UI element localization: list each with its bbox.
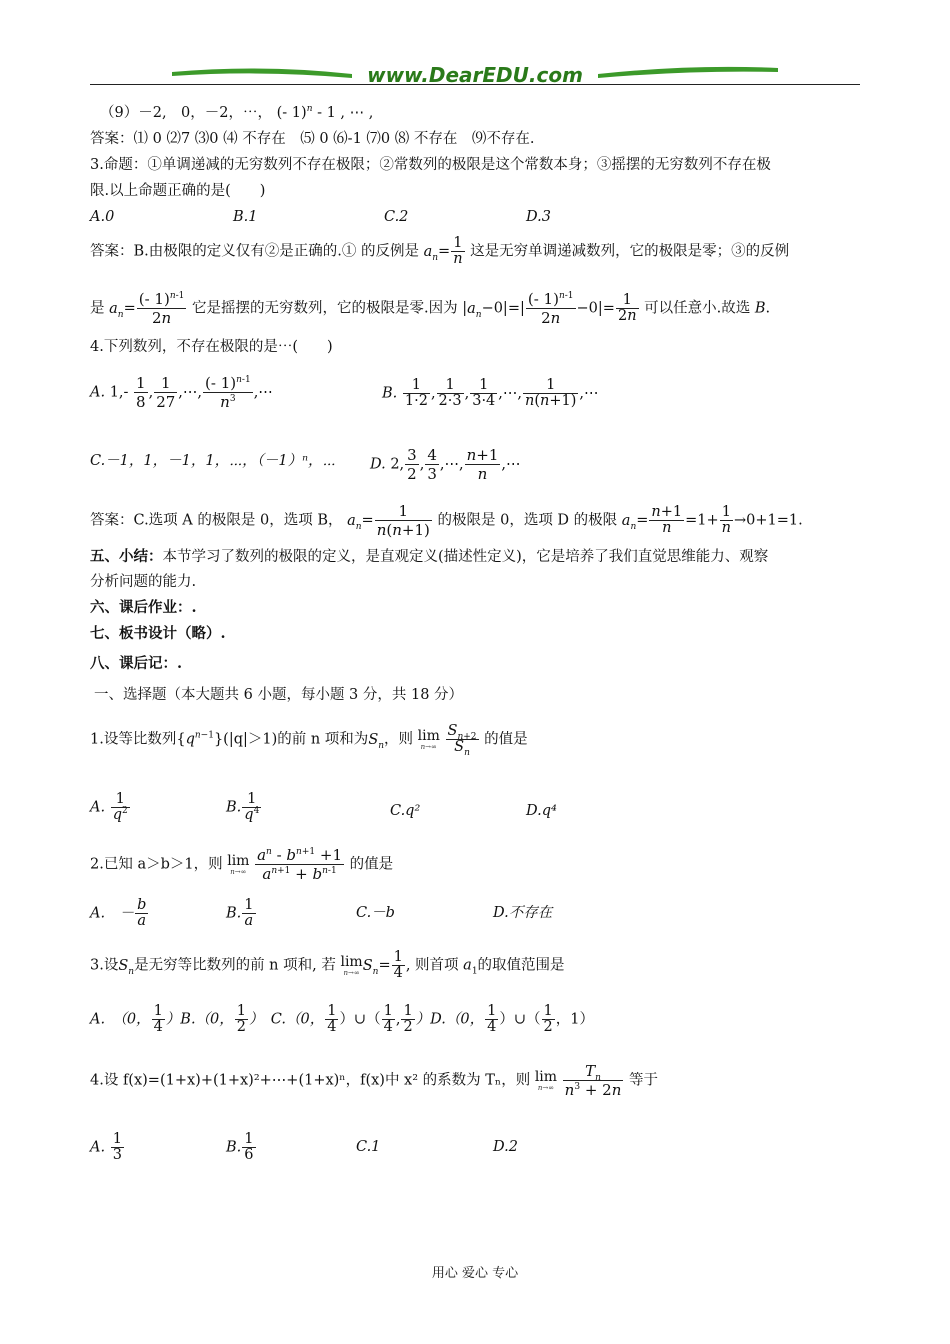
e4-option-a: A. $\frac{1}{3}$ [90, 1131, 122, 1163]
header-rule [90, 84, 860, 85]
e4-option-b: B. $\frac{1}{6}$ [226, 1131, 254, 1163]
after-class-heading: 八、课后记：. [90, 655, 183, 672]
exercise-1-question: 1.设等比数列$\{q^{n-1}\}(|q|>1)$的前 n 项和为$S_n$，则 lim n→∞ $\frac{S_{n+2}}{S_n}$ 的值是 [90, 723, 528, 758]
homework-heading: 六、课后作业：. [90, 599, 197, 616]
p3-answer-line-a: 答案：B.由极限的定义仅有②是正确的.① 的反例是 $a_n=$ $\frac{1}{n}$ 这是无穷单调递减数列，它的极限是零；③的反例 [90, 235, 790, 267]
p4-answer: 答案：C.选项 A 的极限是 0，选项 B， $a_n=$ $\frac{1}{n(n+1)}$ 的极限是 0，选项 D 的极限 $a_n=$ $\frac{n+1}{n}$ =1+ $\frac{1}{n}$ →0+1=1. [90, 502, 803, 539]
problem-4-question: 4.下列数列，不存在极限的是⋯( ) [90, 339, 333, 355]
e1-option-c: C.q² [390, 803, 421, 819]
p3-option-d: D.3 [526, 209, 551, 225]
p4-option-a: A. 1,- $\frac{1}{8}$ , $\frac{1}{27}$ ,⋯, $\frac{(- 1)^{n-1}}{n^3}$ ,⋯ [90, 374, 273, 411]
e3-options: A. （0， $\frac{1}{4}$ ）B.（0， $\frac{1}{2}$ ） C.（0， $\frac{1}{4}$ ）∪（ $\frac{1}{4}$ , $\frac{1}{2}$ ）D.（0， $\frac{1}{4}$ ）∪（ $\frac{1}{2}$ ，1） [90, 1003, 594, 1035]
p3-option-b: B.1 [233, 209, 258, 225]
p4-option-b: B. $\frac{1}{1\cdot 2}$ , $\frac{1}{2\cdot 3}$ , $\frac{1}{3\cdot 4}$ ,⋯, $\frac{1}{n(n+1)}$ ,⋯ [382, 377, 599, 409]
board-design-heading: 七、板书设计（略）. [90, 625, 226, 642]
e1-option-b: B. $\frac{1}{q^4}$ [226, 791, 260, 823]
p3-option-a: A.0 [90, 209, 115, 225]
problem-3-question: 3.命题：①单调递减的无穷数列不存在极限；②常数列的极限是这个常数本身；③摇摆的无穷数列不存在极 [90, 157, 771, 173]
section-1-heading: 一、选择题（本大题共 6 小题，每小题 3 分，共 18 分） [94, 687, 464, 703]
e2-option-a: A. － $\frac{b}{a}$ [90, 897, 147, 929]
answer-line-1: 答案：⑴ 0 ⑵7 ⑶0 ⑷ 不存在 ⑸ 0 ⑹-1 ⑺0 ⑻ 不存在 ⑼不存在. [90, 131, 535, 147]
e1-option-a: A. $\frac{1}{q^2}$ [90, 791, 128, 823]
e4-option-c: C.1 [356, 1139, 381, 1155]
p3-answer-line-b: 是 $a_n=$ $\frac{(- 1)^{n-1}}{2n}$ 它是摇摆的无穷数列，它的极限是零.因为 $|a_n-0|=|$ $\frac{(- 1)^{n-1}}{2n}$ −0|= $\frac{1}{2n}$ 可以任意小.故选 B. [90, 290, 771, 327]
e1-option-d: D.q⁴ [526, 803, 557, 819]
q9-line: （9）－2, 0，－2，⋯， (- 1)$^n$ - 1 , ⋯ , [100, 104, 374, 121]
problem-3-question-cont: 限.以上命题正确的是( ) [90, 183, 266, 199]
exercise-4-question: 4.设 f(x)=(1+x)+(1+x)²+⋯+(1+x)ⁿ，f(x)中 x² 的系数为 Tₙ，则 lim n→∞ $\frac{T_n}{n^3 + 2n}$ 等于 [90, 1062, 658, 1099]
summary-line-a: 五、小结：本节学习了数列的极限的定义，是直观定义(描述性定义)，它是培养了我们直觉思维能力、观察 [90, 548, 769, 565]
summary-line-b: 分析问题的能力. [90, 574, 197, 590]
site-name: www.DearEDU.com [367, 63, 583, 87]
exercise-3-question: 3.设$S_n$是无穷等比数列的前 n 项和, 若 lim n→∞ $S_n=$ $\frac{1}{4}$ , 则首项 $a_1$的取值范围是 [90, 949, 565, 981]
e4-option-d: D.2 [493, 1139, 518, 1155]
p3-option-c: C.2 [384, 209, 409, 225]
e2-option-d: D.不存在 [493, 905, 553, 921]
e2-option-c: C.－b [356, 905, 395, 921]
e2-option-b: B. $\frac{1}{a}$ [226, 897, 254, 929]
p4-option-d: D. 2, $\frac{3}{2}$ , $\frac{4}{3}$ ,⋯, $\frac{n+1}{n}$ ,⋯ [370, 446, 521, 483]
exercise-2-question: 2.已知 a＞b＞1，则 lim n→∞ $\frac{a^n - b^{n+1} +1}{a^{n+1} + b^{n-1}}$ 的值是 [90, 846, 394, 883]
footer-text: 用心 爱心 专心 [431, 1266, 519, 1281]
p4-option-c: C.－1，1，－1，1，⋯，（－1）ⁿ，⋯ [90, 453, 336, 469]
